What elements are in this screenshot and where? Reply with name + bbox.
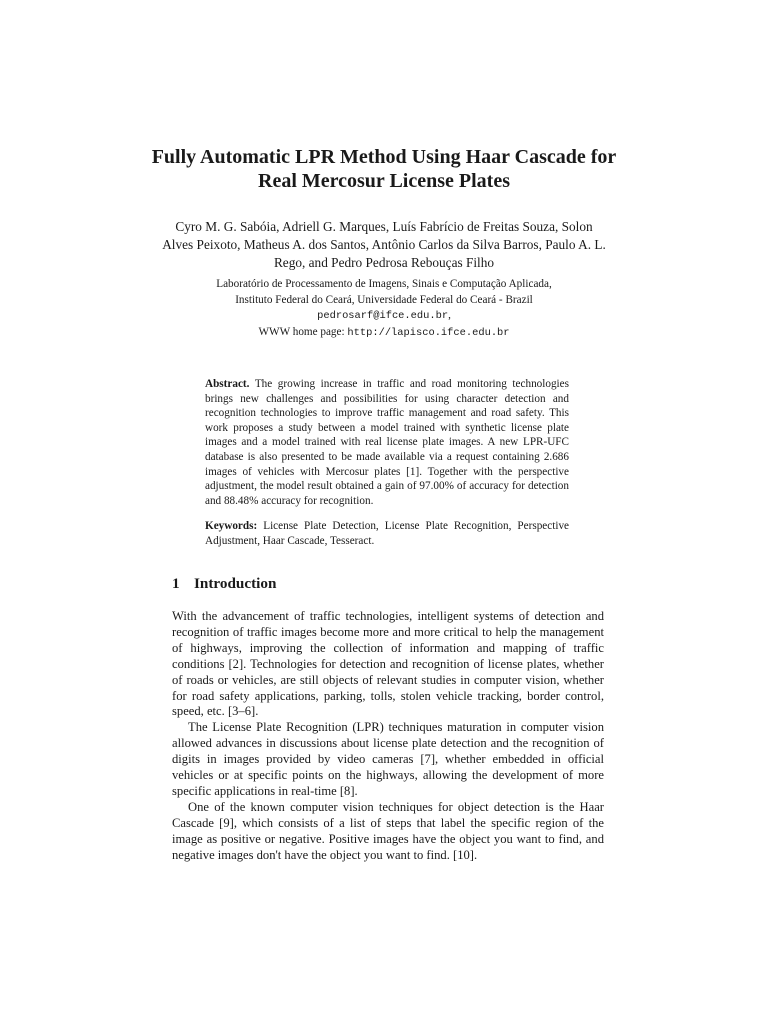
paragraph-2: The License Plate Recognition (LPR) techniques maturation in computer vision allowed advances in discussions about license plate detection and the recognition of digits in images provided by video cameras [7], whether embedded in official vehicles or at specific points on the highways, allowing the development of more specific applications in real-time [8]. (172, 720, 604, 798)
keywords-text: License Plate Detection, License Plate Recognition, Perspective Adjustment, Haar Cascade, Tesseract. (205, 520, 570, 547)
keywords-label: Keywords: (205, 520, 258, 532)
abstract-text: The growing increase in traffic and road monitoring technologies brings new challenges and possibilities for using character detection and recognition technologies to improve traffic management and road safety. This work proposes a study between a model trained with synthetic license plate images and a model trained with real license plate images. A new LPR-UFC database is also presented to be made available via a request containing 2.686 images of vehicles with Mercosur plates [1]. Together with the perspective adjustment, the model result obtained a gain of 97.00% of accuracy for detection and 88.48% accuracy for recognition. (205, 378, 569, 507)
section-heading-introduction (172, 574, 276, 594)
abstract (205, 377, 569, 508)
paragraph-3: One of the known computer vision techniques for object detection is the Haar Cascade [9], which consists of a list of steps that label the specific region of the image as positive or negative. Positive images have the object you want to find, and negative images don't have the object you want to find. [10]. (172, 799, 604, 862)
author-list: Cyro M. G. Sabóia, Adriell G. Marques, Luís Fabrício de Freitas Souza, Solon Alves Peixoto, Matheus A. dos Santos, Antônio Carlos da Silva Barros, Paulo A. L. Rego, and Pedro Pedrosa Rebouças Filho (162, 219, 606, 270)
homepage-line (170, 325, 598, 342)
homepage-label: WWW home page: (258, 325, 348, 338)
paper-title: Fully Automatic LPR Method Using Haar Cascade for Real Mercosur License Plates (151, 146, 617, 192)
homepage-link[interactable]: http://lapisco.ifce.edu.br (347, 326, 510, 339)
affiliation-line-2: Instituto Federal do Ceará, Universidade Federal do Ceará - Brazil (235, 293, 533, 306)
email-suffix: , (448, 309, 451, 322)
abstract-label: Abstract. (205, 378, 250, 390)
paragraph-1: With the advancement of traffic technologies, intelligent systems of detection and recognition of traffic images become more and more critical to help the management of highways, improving the collection of information and mapping of traffic conditions [2]. Technologies for detection and recognition of license plates, whether of roads or vehicles, are still objects of relevant studies in computer vision, whether for road safety applications, parking, tolls, stolen vehicle tracking, border control, speed, etc. [3–6]. (172, 609, 604, 719)
affiliation-block (170, 277, 598, 341)
email-line (170, 308, 598, 325)
section-number: 1 (172, 575, 180, 592)
introduction-body (172, 609, 604, 864)
author-email[interactable]: pedrosarf@ifce.edu.br (317, 310, 449, 323)
section-title: Introduction (194, 575, 277, 592)
keywords (205, 519, 569, 548)
affiliation-line-1: Laboratório de Processamento de Imagens, Sinais e Computação Aplicada, (216, 278, 552, 290)
